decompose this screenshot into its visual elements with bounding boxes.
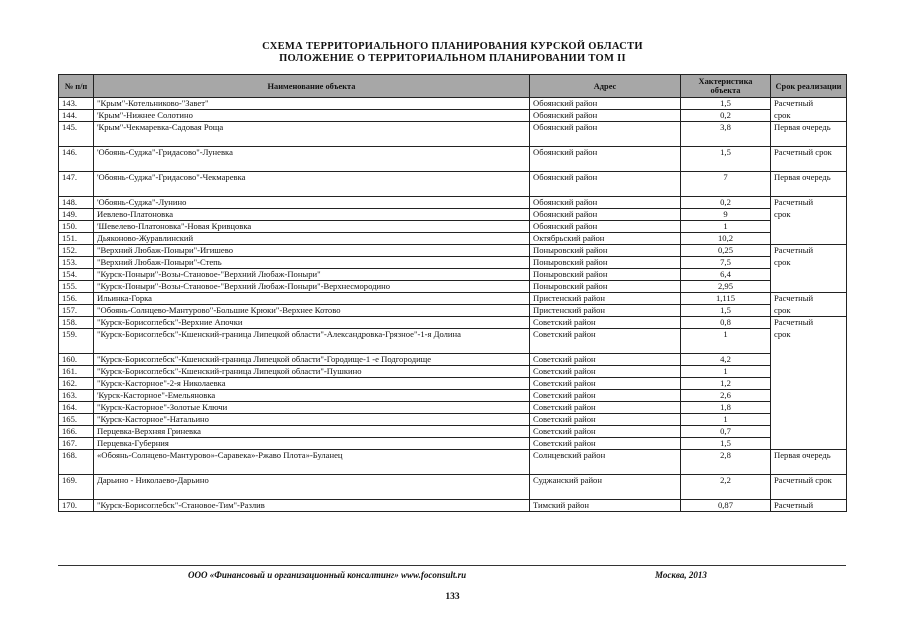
document-subtitle: ПОЛОЖЕНИЕ О ТЕРРИТОРИАЛЬНОМ ПЛАНИРОВАНИИ ТОМ II bbox=[279, 53, 626, 64]
table-row bbox=[59, 122, 847, 147]
row-num: 157. bbox=[59, 305, 94, 317]
row-name: "Курск-Касторное"-Натальино bbox=[94, 414, 530, 426]
footer-divider bbox=[58, 565, 846, 566]
table-row bbox=[59, 414, 847, 426]
header-address: Адрес bbox=[530, 75, 681, 98]
row-term: срок bbox=[771, 110, 847, 122]
table-row bbox=[59, 378, 847, 390]
row-address: Обоянский район bbox=[530, 209, 681, 221]
row-num: 166. bbox=[59, 426, 94, 438]
table-row bbox=[59, 172, 847, 197]
table-row bbox=[59, 110, 847, 122]
row-name: Перцевка-Губерния bbox=[94, 438, 530, 450]
table-row bbox=[59, 257, 847, 269]
row-address: Обоянский район bbox=[530, 110, 681, 122]
row-name: "Курск-Поныри"-Возы-Становое-"Верхний Любаж-Поныри"-Верхнесмородино bbox=[94, 281, 530, 293]
table-row bbox=[59, 317, 847, 329]
row-name: "Курск-Борисоглебск"-Кшенский-граница Липецкой области"-Александровка-Грязное"-1-я Долина bbox=[94, 329, 530, 354]
table-row bbox=[59, 98, 847, 110]
row-num: 148. bbox=[59, 197, 94, 209]
row-term: срок bbox=[771, 209, 847, 221]
row-name: "Крым"-Котельниково-"Завет" bbox=[94, 98, 530, 110]
table-row bbox=[59, 354, 847, 366]
row-address: Обоянский район bbox=[530, 221, 681, 233]
row-value: 1,5 bbox=[681, 305, 771, 317]
row-address: Советский район bbox=[530, 414, 681, 426]
table-row bbox=[59, 293, 847, 305]
row-address: Обоянский район bbox=[530, 147, 681, 172]
row-num: 161. bbox=[59, 366, 94, 378]
row-name: Ильинка-Горка bbox=[94, 293, 530, 305]
row-value: 7,5 bbox=[681, 257, 771, 269]
row-num: 145. bbox=[59, 122, 94, 147]
page-number: 133 bbox=[445, 592, 460, 602]
header-name: Наименование объекта bbox=[94, 75, 530, 98]
row-num: 151. bbox=[59, 233, 94, 245]
table-row bbox=[59, 500, 847, 512]
row-address: Пристенский район bbox=[530, 293, 681, 305]
row-term bbox=[771, 438, 847, 450]
row-name: Перцевка-Верхняя Гриневка bbox=[94, 426, 530, 438]
document-title: СХЕМА ТЕРРИТОРИАЛЬНОГО ПЛАНИРОВАНИЯ КУРСКОЙ ОБЛАСТИ bbox=[262, 41, 643, 52]
row-name: 'Обоянь-Суджа"-Лунино bbox=[94, 197, 530, 209]
row-term bbox=[771, 378, 847, 390]
row-value: 2,6 bbox=[681, 390, 771, 402]
row-name: "Обоянь-Солнцево-Мантурово"-Большие Крюки"-Верхнее Котово bbox=[94, 305, 530, 317]
row-value: 1 bbox=[681, 366, 771, 378]
row-value: 6,4 bbox=[681, 269, 771, 281]
row-term: Расчетный bbox=[771, 245, 847, 257]
row-value: 1,2 bbox=[681, 378, 771, 390]
header-num: № п/п bbox=[59, 75, 94, 98]
row-term: Первая очередь bbox=[771, 450, 847, 475]
row-value: 4,2 bbox=[681, 354, 771, 366]
row-name: 'Обоянь-Суджа"-Гридасово"-Луневка bbox=[94, 147, 530, 172]
row-name: "Курск-Борисоглебск"-Кшенский-граница Липецкой области"-Пушкино bbox=[94, 366, 530, 378]
row-name: "Курск-Касторное"-Золотые Ключи bbox=[94, 402, 530, 414]
table-header-row bbox=[59, 75, 847, 98]
row-value: 0,25 bbox=[681, 245, 771, 257]
row-address: Советский район bbox=[530, 366, 681, 378]
row-address: Поныровский район bbox=[530, 281, 681, 293]
row-address: Советский район bbox=[530, 402, 681, 414]
row-value: 0,2 bbox=[681, 197, 771, 209]
row-value: 2,2 bbox=[681, 475, 771, 500]
row-address: Пристенский район bbox=[530, 305, 681, 317]
table-row bbox=[59, 147, 847, 172]
row-address: Обоянский район bbox=[530, 197, 681, 209]
row-term: срок bbox=[771, 329, 847, 354]
row-num: 153. bbox=[59, 257, 94, 269]
row-term bbox=[771, 426, 847, 438]
row-value: 0,8 bbox=[681, 317, 771, 329]
row-name: 'Курск-Касторное"-Емельяновка bbox=[94, 390, 530, 402]
table-row bbox=[59, 438, 847, 450]
row-num: 164. bbox=[59, 402, 94, 414]
row-address: Тимский район bbox=[530, 500, 681, 512]
row-value: 1 bbox=[681, 329, 771, 354]
table-row bbox=[59, 209, 847, 221]
row-name: 'Обоянь-Суджа"-Гридасово"-Чекмаревка bbox=[94, 172, 530, 197]
row-name: "Верхний Любаж-Поныри"-Степь bbox=[94, 257, 530, 269]
row-name: "Курск-Борисоглебск"-Становое-Тим"-Разлив bbox=[94, 500, 530, 512]
row-num: 170. bbox=[59, 500, 94, 512]
row-name: «Обоянь-Солнцево-Мантурово»-Саравека»-Ржаво Плота»-Буланец bbox=[94, 450, 530, 475]
row-term: Расчетный bbox=[771, 98, 847, 110]
row-address: Поныровский район bbox=[530, 269, 681, 281]
table-row bbox=[59, 475, 847, 500]
row-value: 0,7 bbox=[681, 426, 771, 438]
row-term bbox=[771, 269, 847, 281]
row-value: 1 bbox=[681, 221, 771, 233]
row-value: 1,8 bbox=[681, 402, 771, 414]
row-num: 147. bbox=[59, 172, 94, 197]
row-term: Первая очередь bbox=[771, 172, 847, 197]
row-name: Дьяконово-Журавлинский bbox=[94, 233, 530, 245]
row-address: Советский район bbox=[530, 426, 681, 438]
row-num: 152. bbox=[59, 245, 94, 257]
row-num: 150. bbox=[59, 221, 94, 233]
row-num: 165. bbox=[59, 414, 94, 426]
row-value: 7 bbox=[681, 172, 771, 197]
row-address: Советский район bbox=[530, 329, 681, 354]
row-address: Поныровский район bbox=[530, 257, 681, 269]
row-term bbox=[771, 354, 847, 366]
row-name: Дарьино - Николаево-Дарьино bbox=[94, 475, 530, 500]
row-address: Солнцевский район bbox=[530, 450, 681, 475]
row-num: 158. bbox=[59, 317, 94, 329]
row-num: 156. bbox=[59, 293, 94, 305]
row-term bbox=[771, 402, 847, 414]
row-term: срок bbox=[771, 257, 847, 269]
row-value: 2,95 bbox=[681, 281, 771, 293]
row-term bbox=[771, 221, 847, 233]
table-row bbox=[59, 269, 847, 281]
footer-company: ООО «Финансовый и организационный консалтинг» www.foconsult.ru bbox=[188, 570, 467, 580]
row-name: 'Крым"-Чекмаревка-Садовая Роща bbox=[94, 122, 530, 147]
table-row bbox=[59, 233, 847, 245]
row-name: "Курск-Касторное"-2-я Николаевка bbox=[94, 378, 530, 390]
row-value: 1,5 bbox=[681, 98, 771, 110]
row-term: Расчетный срок bbox=[771, 147, 847, 172]
row-value: 3,8 bbox=[681, 122, 771, 147]
row-address: Советский район bbox=[530, 317, 681, 329]
row-num: 160. bbox=[59, 354, 94, 366]
row-num: 155. bbox=[59, 281, 94, 293]
row-term: Расчетный срок bbox=[771, 475, 847, 500]
row-value: 2,8 bbox=[681, 450, 771, 475]
row-num: 149. bbox=[59, 209, 94, 221]
row-num: 163. bbox=[59, 390, 94, 402]
row-name: "Курск-Борисоглебск"-Верхние Апочки bbox=[94, 317, 530, 329]
row-num: 144. bbox=[59, 110, 94, 122]
row-num: 154. bbox=[59, 269, 94, 281]
table-row bbox=[59, 450, 847, 475]
row-term: Расчетный bbox=[771, 500, 847, 512]
row-name: "Верхний Любаж-Поныри"-Игишево bbox=[94, 245, 530, 257]
table-row bbox=[59, 390, 847, 402]
table-row bbox=[59, 197, 847, 209]
header-characteristic: Хактеристика объекта bbox=[681, 75, 771, 98]
table-row bbox=[59, 245, 847, 257]
row-name: Иевлево-Платоновка bbox=[94, 209, 530, 221]
table-row bbox=[59, 329, 847, 354]
row-address: Советский район bbox=[530, 378, 681, 390]
row-term bbox=[771, 390, 847, 402]
row-num: 146. bbox=[59, 147, 94, 172]
row-value: 1,5 bbox=[681, 438, 771, 450]
row-address: Обоянский район bbox=[530, 122, 681, 147]
row-address: Обоянский район bbox=[530, 172, 681, 197]
row-value: 1,115 bbox=[681, 293, 771, 305]
header-term: Срок реализации bbox=[771, 75, 847, 98]
footer-city-year: Москва, 2013 bbox=[655, 570, 707, 580]
row-address: Поныровский район bbox=[530, 245, 681, 257]
row-term bbox=[771, 233, 847, 245]
row-term: Расчетный bbox=[771, 293, 847, 305]
row-name: "Курск-Борисоглебск"-Кшенский-граница Липецкой области"-Городище-1 -е Подгородище bbox=[94, 354, 530, 366]
table-row bbox=[59, 402, 847, 414]
row-term bbox=[771, 414, 847, 426]
table-row bbox=[59, 426, 847, 438]
row-num: 162. bbox=[59, 378, 94, 390]
row-value: 9 bbox=[681, 209, 771, 221]
row-address: Советский район bbox=[530, 354, 681, 366]
row-term bbox=[771, 366, 847, 378]
row-term: Расчетный bbox=[771, 317, 847, 329]
row-name: 'Крым"-Нижнее Солотино bbox=[94, 110, 530, 122]
table-row bbox=[59, 221, 847, 233]
row-term bbox=[771, 281, 847, 293]
row-value: 10,2 bbox=[681, 233, 771, 245]
row-num: 168. bbox=[59, 450, 94, 475]
row-name: 'Шевелево-Платоновка"-Новая Кривцовка bbox=[94, 221, 530, 233]
row-term: Первая очередь bbox=[771, 122, 847, 147]
row-value: 1,5 bbox=[681, 147, 771, 172]
row-term: срок bbox=[771, 305, 847, 317]
row-address: Обоянский район bbox=[530, 98, 681, 110]
row-num: 159. bbox=[59, 329, 94, 354]
row-term: Расчетный bbox=[771, 197, 847, 209]
row-name: "Курск-Поныри"-Возы-Становое-"Верхний Любаж-Поныри" bbox=[94, 269, 530, 281]
objects-table bbox=[58, 74, 847, 512]
row-address: Советский район bbox=[530, 390, 681, 402]
row-num: 143. bbox=[59, 98, 94, 110]
row-address: Советский район bbox=[530, 438, 681, 450]
table-row bbox=[59, 305, 847, 317]
row-num: 169. bbox=[59, 475, 94, 500]
row-address: Суджанский район bbox=[530, 475, 681, 500]
table-row bbox=[59, 281, 847, 293]
row-value: 0,87 bbox=[681, 500, 771, 512]
row-value: 0,2 bbox=[681, 110, 771, 122]
row-num: 167. bbox=[59, 438, 94, 450]
table-row bbox=[59, 366, 847, 378]
row-value: 1 bbox=[681, 414, 771, 426]
row-address: Октябрьский район bbox=[530, 233, 681, 245]
